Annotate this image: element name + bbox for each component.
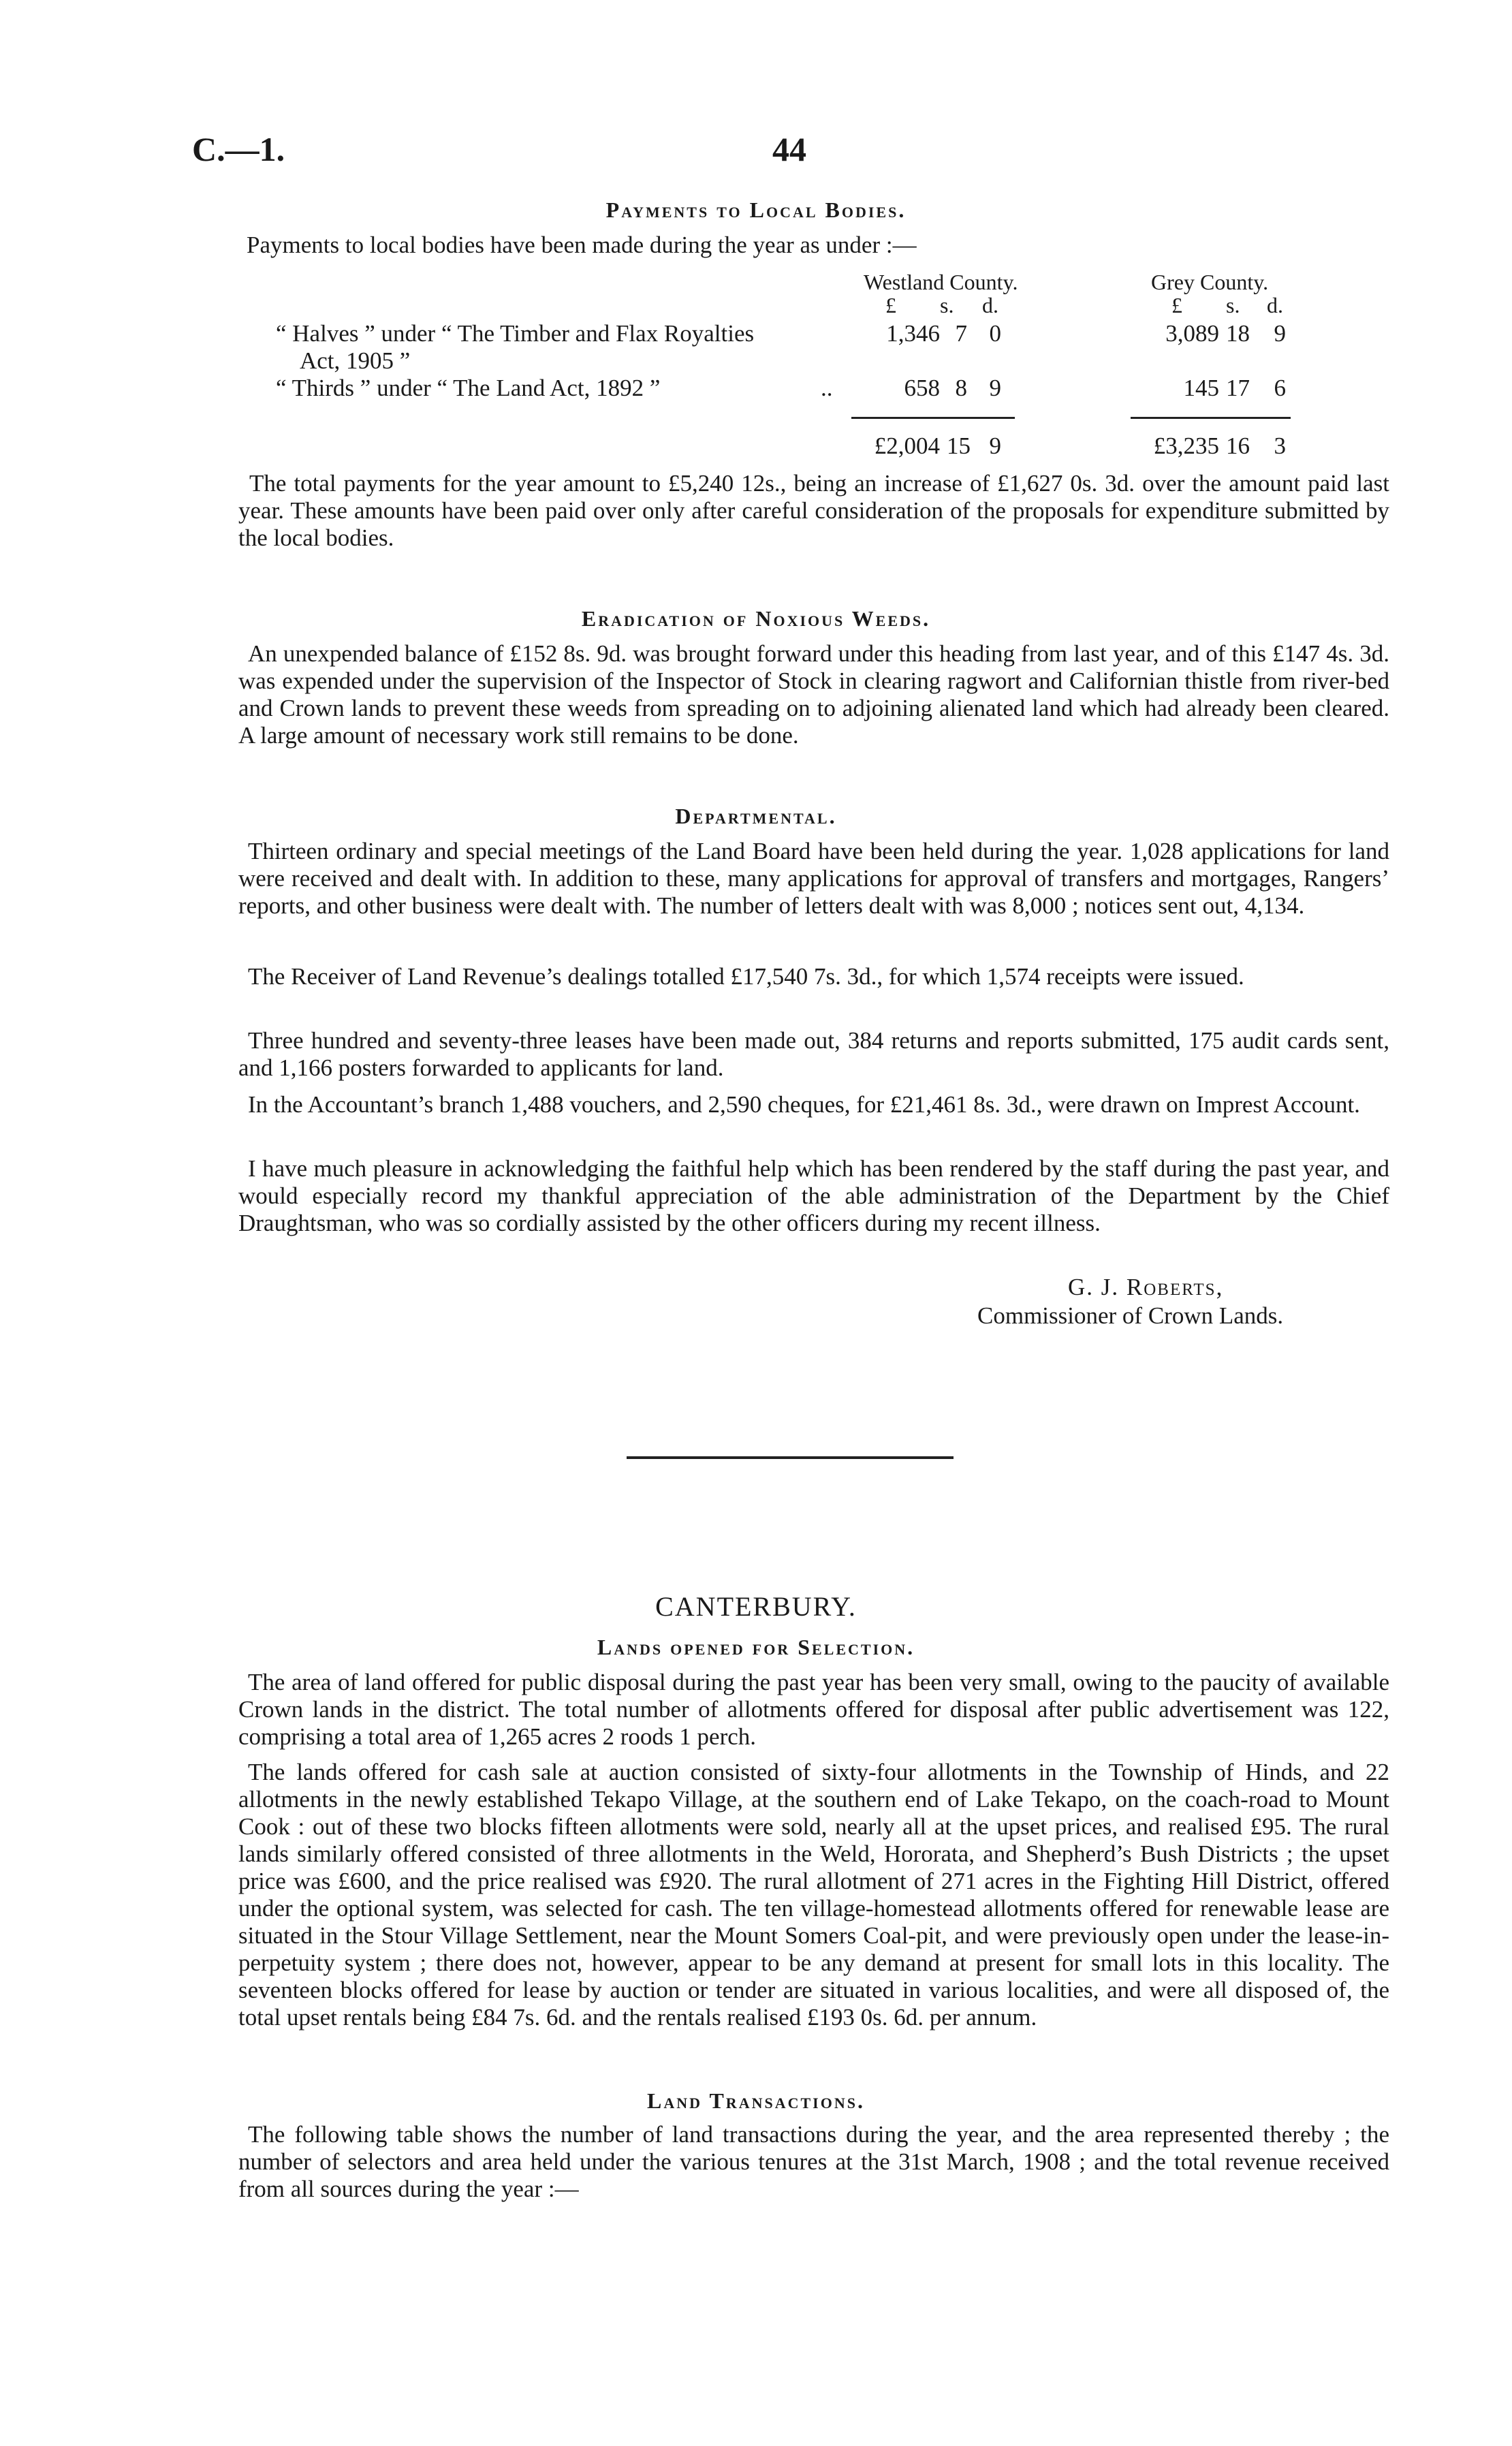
grey-unit-pence: d. (1267, 293, 1283, 317)
payments-summary: The total payments for the year amount to £5,240 12s., being an increase of £1,627 0s. 3d. over the amount paid last year. These amounts have been paid over only after careful consideration of the proposals for expenditure submitted by the local bodies. (238, 470, 1389, 551)
document-code: C.—1. (192, 130, 285, 168)
westland-unit-pound: £ (885, 293, 896, 317)
weeds-heading: Eradication of Noxious Weeds. (581, 606, 931, 631)
grey-unit-pound: £ (1171, 293, 1182, 317)
grey-shillings: 18 (1226, 320, 1250, 347)
weeds-paragraph: An unexpended balance of £152 8s. 9d. was brought forward under this heading from last year, and of this £147 4s. 3d. was expended under the supervision of the Inspector of Stock in clearing ragwort and Californian thistle from river-bed and Crown lands to prevent these weeds from spreading on to adjoining alienated land which had already been cleared. A large amount of necessary work still remains to be done. (238, 640, 1389, 749)
payment-row-label: “ Thirds ” under “ The Land Act, 1892 ” (276, 375, 661, 401)
transactions-paragraph: The following table shows the number of land transactions during the year, and the area represented thereby ; the number of selectors and area held under the various tenures at the 31st March, 1908 ; and the total revenue received from all sources during the year :— (238, 2121, 1389, 2202)
westland-total-shillings: 15 (947, 433, 971, 459)
departmental-paragraph: The Receiver of Land Revenue’s dealings totalled £17,540 7s. 3d., for which 1,574 receipts were issued. (248, 963, 1244, 990)
lands-paragraph: The lands offered for cash sale at auction consisted of sixty-four allotments in the Township of Hinds, and 22 allotments in the newly established Tekapo Village, at the southern end of Lake Tekapo, on the coach-road to Mount Cook : out of these two blocks fifteen allotments were sold, nearly all at the upset prices, and realised £95. The rural lands similarly offered consisted of three allotments in the Weld, Hororata, and Shepherd’s Bush Districts ; the upset price was £600, and the price realised was £920. The rural allotment of 271 acres in the Fighting Hill District, offered under the optional system, was selected for cash. The ten village-homestead allotments offered for renewable lease are situated in the Stour Village Settlement, near the Mount Somers Coal-pit, and were previously open under the lease-in-perpetuity system ; there does not, however, appear to be any demand at present for small lots in this locality. The seventeen blocks offered for lease by auction or tender are situated in various localities, and were all disposed of, the total upset rentals being £84 7s. 6d. and the rentals realised £193 0s. 6d. per annum. (238, 1759, 1389, 2031)
westland-pounds: 658 (904, 375, 940, 401)
grey-total-shillings: 16 (1226, 433, 1250, 459)
departmental-paragraph: I have much pleasure in acknowledging the faithful help which has been rendered by the staff during the past year, and would especially record my thankful appreciation of the able administration of the Department by the Chief Draughtsman, who was so cordially assisted by the other officers during my recent illness. (238, 1155, 1389, 1236)
grey-column-header: Grey County. (1151, 270, 1269, 294)
signature-title: Commissioner of Crown Lands. (977, 1302, 1284, 1329)
grey-total-pence: 3 (1274, 433, 1286, 459)
westland-pence: 0 (989, 320, 1001, 347)
page-number: 44 (772, 130, 806, 168)
signature-name: G. J. Roberts, (1068, 1274, 1224, 1300)
westland-total-pence: 9 (989, 433, 1001, 459)
grey-pounds: 145 (1183, 375, 1219, 401)
westland-unit-shilling: s. (940, 293, 954, 317)
leader-dots: .. (821, 375, 833, 401)
payment-row-label: “ Halves ” under “ The Timber and Flax Royalties (276, 320, 755, 347)
grey-total-pounds: £3,235 (1153, 433, 1219, 459)
transactions-heading: Land Transactions. (647, 2088, 865, 2113)
grey-pence: 9 (1274, 320, 1286, 347)
westland-total-rule (851, 417, 1015, 419)
section-separator (627, 1456, 954, 1459)
grey-shillings: 17 (1226, 375, 1250, 401)
westland-shillings: 8 (955, 375, 967, 401)
westland-pence: 9 (989, 375, 1001, 401)
westland-column-header: Westland County. (864, 270, 1018, 294)
grey-unit-shilling: s. (1226, 293, 1240, 317)
payments-heading: Payments to Local Bodies. (605, 198, 907, 222)
westland-pounds: 1,346 (886, 320, 940, 347)
grey-pounds: 3,089 (1165, 320, 1219, 347)
lands-heading: Lands opened for Selection. (597, 1635, 915, 1659)
lands-paragraph: The area of land offered for public disposal during the past year has been very small, owing to the paucity of available Crown lands in the district. The total number of allotments offered for disposal after public advertisement was 122, comprising a total area of 1,265 acres 2 roods 1 perch. (238, 1669, 1389, 1750)
departmental-paragraph: Three hundred and seventy-three leases have been made out, 384 returns and reports submitted, 175 audit cards sent, and 1,166 posters forwarded to applicants for land. (238, 1027, 1389, 1081)
departmental-heading: Departmental. (675, 804, 837, 828)
westland-shillings: 7 (955, 320, 967, 347)
westland-unit-pence: d. (982, 293, 998, 317)
departmental-paragraph: Thirteen ordinary and special meetings of the Land Board have been held during the year. 1,028 applications for land were received and dealt with. In addition to these, many applications for approval of transfers and mortgages, Rangers’ reports, and other business were dealt with. The number of letters dealt with was 8,000 ; notices sent out, 4,134. (238, 838, 1389, 919)
westland-total-pounds: £2,004 (874, 433, 940, 459)
grey-pence: 6 (1274, 375, 1286, 401)
payments-intro: Payments to local bodies have been made during the year as under :— (247, 232, 917, 258)
canterbury-title: CANTERBURY. (655, 1591, 857, 1622)
grey-total-rule (1131, 417, 1291, 419)
payment-row-label-continued: Act, 1905 ” (300, 347, 411, 374)
departmental-paragraph: In the Accountant’s branch 1,488 vouchers, and 2,590 cheques, for £21,461 8s. 3d., were drawn on Imprest Account. (248, 1091, 1360, 1118)
